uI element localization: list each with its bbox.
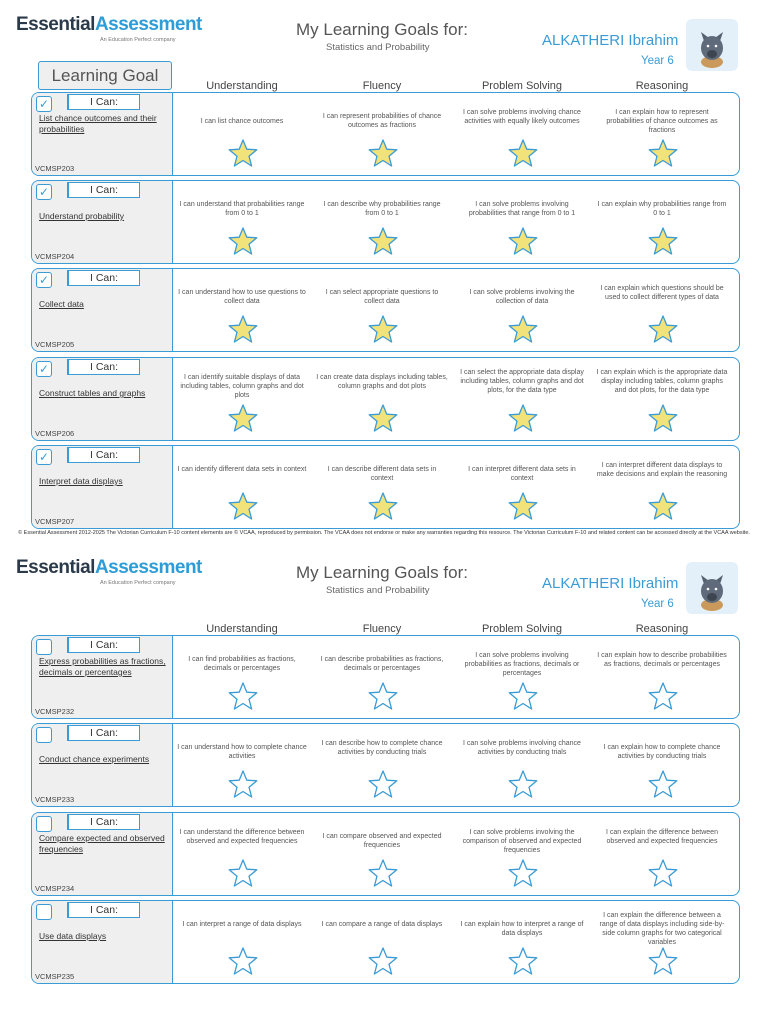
skill-text: I can describe why probabilities range from 0 to 1 [323, 201, 441, 217]
goal-row [31, 180, 740, 264]
star-rating-icon[interactable] [648, 139, 678, 167]
star-rating-icon[interactable] [648, 682, 678, 710]
brand-tagline: An Education Perfect company [100, 580, 176, 586]
skill-text: I can describe how to complete chance activities by conducting trials [321, 739, 443, 756]
brand-logo [16, 14, 202, 36]
skill-text: I can solve problems involving the comparison of observed and expected frequencies [462, 828, 582, 854]
star-rating-icon[interactable] [368, 139, 398, 167]
skill-cell [452, 181, 592, 263]
goal-cell [32, 901, 173, 983]
goal-checkbox[interactable] [36, 639, 52, 655]
star-rating-icon[interactable] [648, 404, 678, 432]
skill-text: I can find probabilities as fractions, decimals or percentages [188, 656, 296, 672]
column-header-problem-solving: Problem Solving [481, 80, 563, 92]
star-rating-icon[interactable] [508, 682, 538, 710]
skill-cell [312, 636, 452, 718]
avatar [686, 19, 738, 71]
skill-cell [172, 93, 312, 175]
star-rating-icon[interactable] [508, 227, 538, 255]
skill-text: I can explain which questions should be used to collect different types of data [600, 284, 724, 301]
student-year: Year 6 [641, 598, 674, 610]
skill-text: I can explain how to complete chance activities by conducting trials [603, 744, 721, 760]
goal-link[interactable]: Understand probability [39, 211, 125, 221]
goal-link[interactable]: Interpret data displays [39, 476, 123, 486]
goal-cell [32, 446, 173, 528]
star-rating-icon[interactable] [648, 770, 678, 798]
learning-goal-header: Learning Goal [38, 61, 172, 90]
goal-checkbox[interactable] [36, 816, 52, 832]
goal-cell [32, 813, 173, 895]
skill-text: I can interpret different data displays to make decisions and explain the reasoning [596, 461, 728, 478]
star-rating-icon[interactable] [648, 227, 678, 255]
skill-text: I can explain the difference between a range of data displays including side-by-side column graphs for two categorical variables [599, 912, 725, 946]
skill-cell [592, 636, 732, 718]
star-rating-icon[interactable] [508, 315, 538, 343]
skill-text: I can understand the difference between observed and expected frequencies [179, 828, 305, 845]
skill-cell [452, 724, 592, 806]
skill-cell [592, 813, 732, 895]
i-can-label: I Can: [67, 359, 140, 375]
skill-cell [592, 93, 732, 175]
skill-cell [452, 813, 592, 895]
goal-link[interactable]: Express probabilities as fractions, decimals or percentages [39, 656, 166, 677]
column-header-fluency: Fluency [362, 623, 402, 635]
goal-checkbox[interactable] [36, 904, 52, 920]
skill-cell [312, 269, 452, 351]
skill-cell [172, 636, 312, 718]
student-year: Year 6 [641, 55, 674, 67]
skill-text: I can describe different data sets in context [327, 466, 437, 482]
goal-link[interactable]: Compare expected and observed frequencies [39, 833, 165, 854]
goal-row [31, 92, 740, 176]
skill-text: I can understand how to complete chance activities [177, 744, 307, 760]
goal-checkbox[interactable]: ✓ [36, 449, 52, 465]
skill-cell [312, 93, 452, 175]
avatar [686, 562, 738, 614]
curriculum-code: VCMSP233 [35, 795, 75, 804]
goal-row [31, 268, 740, 352]
brand-part1: Essential [16, 14, 95, 35]
goal-cell [32, 93, 173, 175]
star-rating-icon[interactable] [368, 227, 398, 255]
column-header-problem-solving: Problem Solving [481, 623, 563, 635]
column-header-reasoning: Reasoning [635, 80, 689, 92]
page-title: My Learning Goals for: [296, 563, 468, 582]
skill-text: I can explain the difference between observed and expected frequencies [606, 828, 718, 845]
skill-cell [452, 269, 592, 351]
goal-checkbox[interactable]: ✓ [36, 361, 52, 377]
skill-cell [592, 181, 732, 263]
skill-text: I can explain how to describe probabilities as fractions, decimals or percentages [597, 651, 727, 668]
star-rating-icon[interactable] [228, 770, 258, 798]
skill-text: I can select appropriate questions to collect data [325, 289, 439, 305]
star-rating-icon[interactable] [508, 770, 538, 798]
goal-link[interactable]: Construct tables and graphs [39, 388, 146, 398]
goal-row [31, 900, 740, 984]
goal-cell [32, 181, 173, 263]
goal-link[interactable]: Use data displays [39, 931, 107, 941]
skill-text: I can describe probabilities as fractions, decimals or percentages [320, 656, 444, 672]
column-header-understanding: Understanding [206, 623, 278, 635]
i-can-label: I Can: [67, 270, 140, 286]
goal-link[interactable]: List chance outcomes and their probabilities [39, 113, 157, 134]
skill-cell [312, 901, 452, 983]
goal-cell [32, 358, 173, 440]
goal-cell [32, 636, 173, 718]
skill-text: I can explain how to interpret a range of data displays [460, 921, 584, 937]
skill-text: I can solve problems involving probabilities that range from 0 to 1 [468, 201, 576, 217]
wolf-avatar-icon [686, 19, 738, 71]
skill-cell [312, 446, 452, 528]
skill-text: I can create data displays including tables, column graphs and dot plots [316, 373, 448, 390]
skill-text: I can solve problems involving chance activities by conducting trials [463, 739, 581, 756]
star-rating-icon[interactable] [368, 947, 398, 975]
star-rating-icon[interactable] [368, 859, 398, 887]
curriculum-code: VCMSP204 [35, 252, 75, 261]
star-rating-icon[interactable] [368, 492, 398, 520]
i-can-label: I Can: [67, 94, 140, 110]
star-rating-icon[interactable] [508, 404, 538, 432]
student-name: ALKATHERI Ibrahim [542, 32, 679, 49]
i-can-label: I Can: [67, 637, 140, 653]
skill-text: I can interpret a range of data displays [182, 921, 302, 928]
goal-checkbox[interactable]: ✓ [36, 184, 52, 200]
skill-cell [172, 181, 312, 263]
brand-logo [16, 557, 202, 579]
brand-tagline: An Education Perfect company [100, 37, 176, 43]
page-subtitle: Statistics and Probability [326, 42, 430, 53]
skill-cell [592, 446, 732, 528]
curriculum-code: VCMSP232 [35, 707, 75, 716]
skill-text: I can list chance outcomes [200, 117, 284, 125]
star-rating-icon[interactable] [368, 315, 398, 343]
skill-text: I can represent probabilities of chance outcomes as fractions [322, 113, 442, 129]
skill-text: I can explain why probabilities range from 0 to 1 [597, 201, 727, 217]
goal-row [31, 635, 740, 719]
skill-text: I can identify different data sets in context [177, 466, 307, 473]
star-rating-icon[interactable] [648, 859, 678, 887]
column-header-understanding: Understanding [206, 80, 278, 92]
curriculum-code: VCMSP234 [35, 884, 75, 893]
skill-cell [172, 358, 312, 440]
star-rating-icon[interactable] [368, 682, 398, 710]
skill-text: I can compare observed and expected frequencies [322, 833, 442, 849]
star-rating-icon[interactable] [648, 947, 678, 975]
i-can-label: I Can: [67, 182, 140, 198]
star-rating-icon[interactable] [228, 492, 258, 520]
skill-cell [172, 901, 312, 983]
i-can-label: I Can: [67, 447, 140, 463]
skill-cell [172, 446, 312, 528]
goal-checkbox[interactable] [36, 727, 52, 743]
star-rating-icon[interactable] [508, 492, 538, 520]
star-rating-icon[interactable] [368, 770, 398, 798]
curriculum-code: VCMSP205 [35, 340, 75, 349]
skill-cell [592, 724, 732, 806]
page-subtitle: Statistics and Probability [326, 585, 430, 596]
skill-cell [452, 446, 592, 528]
star-rating-icon[interactable] [508, 139, 538, 167]
skill-cell [592, 901, 732, 983]
goal-row [31, 445, 740, 529]
goal-row [31, 812, 740, 896]
brand-part1: Essential [16, 557, 95, 578]
star-rating-icon[interactable] [228, 227, 258, 255]
skill-cell [592, 269, 732, 351]
goal-row [31, 357, 740, 441]
student-name: ALKATHERI Ibrahim [542, 575, 679, 592]
star-rating-icon[interactable] [228, 139, 258, 167]
goal-checkbox[interactable]: ✓ [36, 272, 52, 288]
skill-text: I can identify suitable displays of data including tables, column graphs and dot plots [180, 373, 304, 399]
skill-text: I can interpret different data sets in context [468, 466, 576, 482]
goal-link[interactable]: Conduct chance experiments [39, 754, 150, 764]
skill-cell [172, 813, 312, 895]
skill-text: I can explain how to represent probabilities of chance outcomes as fractions [606, 108, 718, 134]
star-rating-icon[interactable] [228, 859, 258, 887]
skill-cell [172, 269, 312, 351]
i-can-label: I Can: [67, 902, 140, 918]
brand-part2: Assessment [94, 14, 202, 35]
skill-cell [312, 724, 452, 806]
star-rating-icon[interactable] [648, 315, 678, 343]
star-rating-icon[interactable] [228, 947, 258, 975]
skill-cell [452, 636, 592, 718]
skill-cell [312, 358, 452, 440]
skill-text: I can understand that probabilities range from 0 to 1 [179, 201, 305, 217]
skill-cell [452, 358, 592, 440]
star-rating-icon[interactable] [368, 404, 398, 432]
skill-text: I can understand how to use questions to collect data [178, 289, 306, 305]
i-can-label: I Can: [67, 725, 140, 741]
column-header-reasoning: Reasoning [635, 623, 689, 635]
skill-text: I can explain which is the appropriate data display including tables, column graphs and dot plots, for the data type [596, 369, 728, 394]
skill-text: I can solve problems involving the collection of data [469, 289, 575, 305]
copyright-footer: © Essential Assessment 2012-2025 The Victorian Curriculum F-10 content elements are © VCAA, reproduced by permission. The VCAA does not endorse or make any warranties regarding this resource. The Victorian Curriculum F-10 and related content can be accessed directly at the VCAA website. [18, 530, 750, 536]
curriculum-code: VCMSP207 [35, 517, 75, 526]
star-rating-icon[interactable] [508, 947, 538, 975]
skill-text: I can solve problems involving probabilities as fractions, decimals or percentages [464, 651, 580, 677]
curriculum-code: VCMSP203 [35, 164, 75, 173]
star-rating-icon[interactable] [228, 682, 258, 710]
skill-text: I can solve problems involving chance activities with equally likely outcomes [463, 108, 581, 125]
column-header-fluency: Fluency [362, 80, 402, 92]
goal-cell [32, 724, 173, 806]
star-rating-icon[interactable] [228, 404, 258, 432]
skill-cell [452, 93, 592, 175]
i-can-label: I Can: [67, 814, 140, 830]
star-rating-icon[interactable] [228, 315, 258, 343]
brand-part2: Assessment [94, 557, 202, 578]
skill-cell [172, 724, 312, 806]
page-title: My Learning Goals for: [296, 20, 468, 39]
skill-text: I can compare a range of data displays [321, 921, 443, 928]
goal-cell [32, 269, 173, 351]
curriculum-code: VCMSP235 [35, 972, 75, 981]
skill-cell [452, 901, 592, 983]
wolf-avatar-icon [686, 562, 738, 614]
goal-row [31, 723, 740, 807]
star-rating-icon[interactable] [648, 492, 678, 520]
goal-link[interactable]: Collect data [39, 299, 84, 309]
skill-text: I can select the appropriate data display including tables, column graphs and dot plots, for the data type [460, 369, 584, 394]
star-rating-icon[interactable] [508, 859, 538, 887]
skill-cell [312, 181, 452, 263]
goal-checkbox[interactable]: ✓ [36, 96, 52, 112]
curriculum-code: VCMSP206 [35, 429, 75, 438]
skill-cell [592, 358, 732, 440]
skill-cell [312, 813, 452, 895]
